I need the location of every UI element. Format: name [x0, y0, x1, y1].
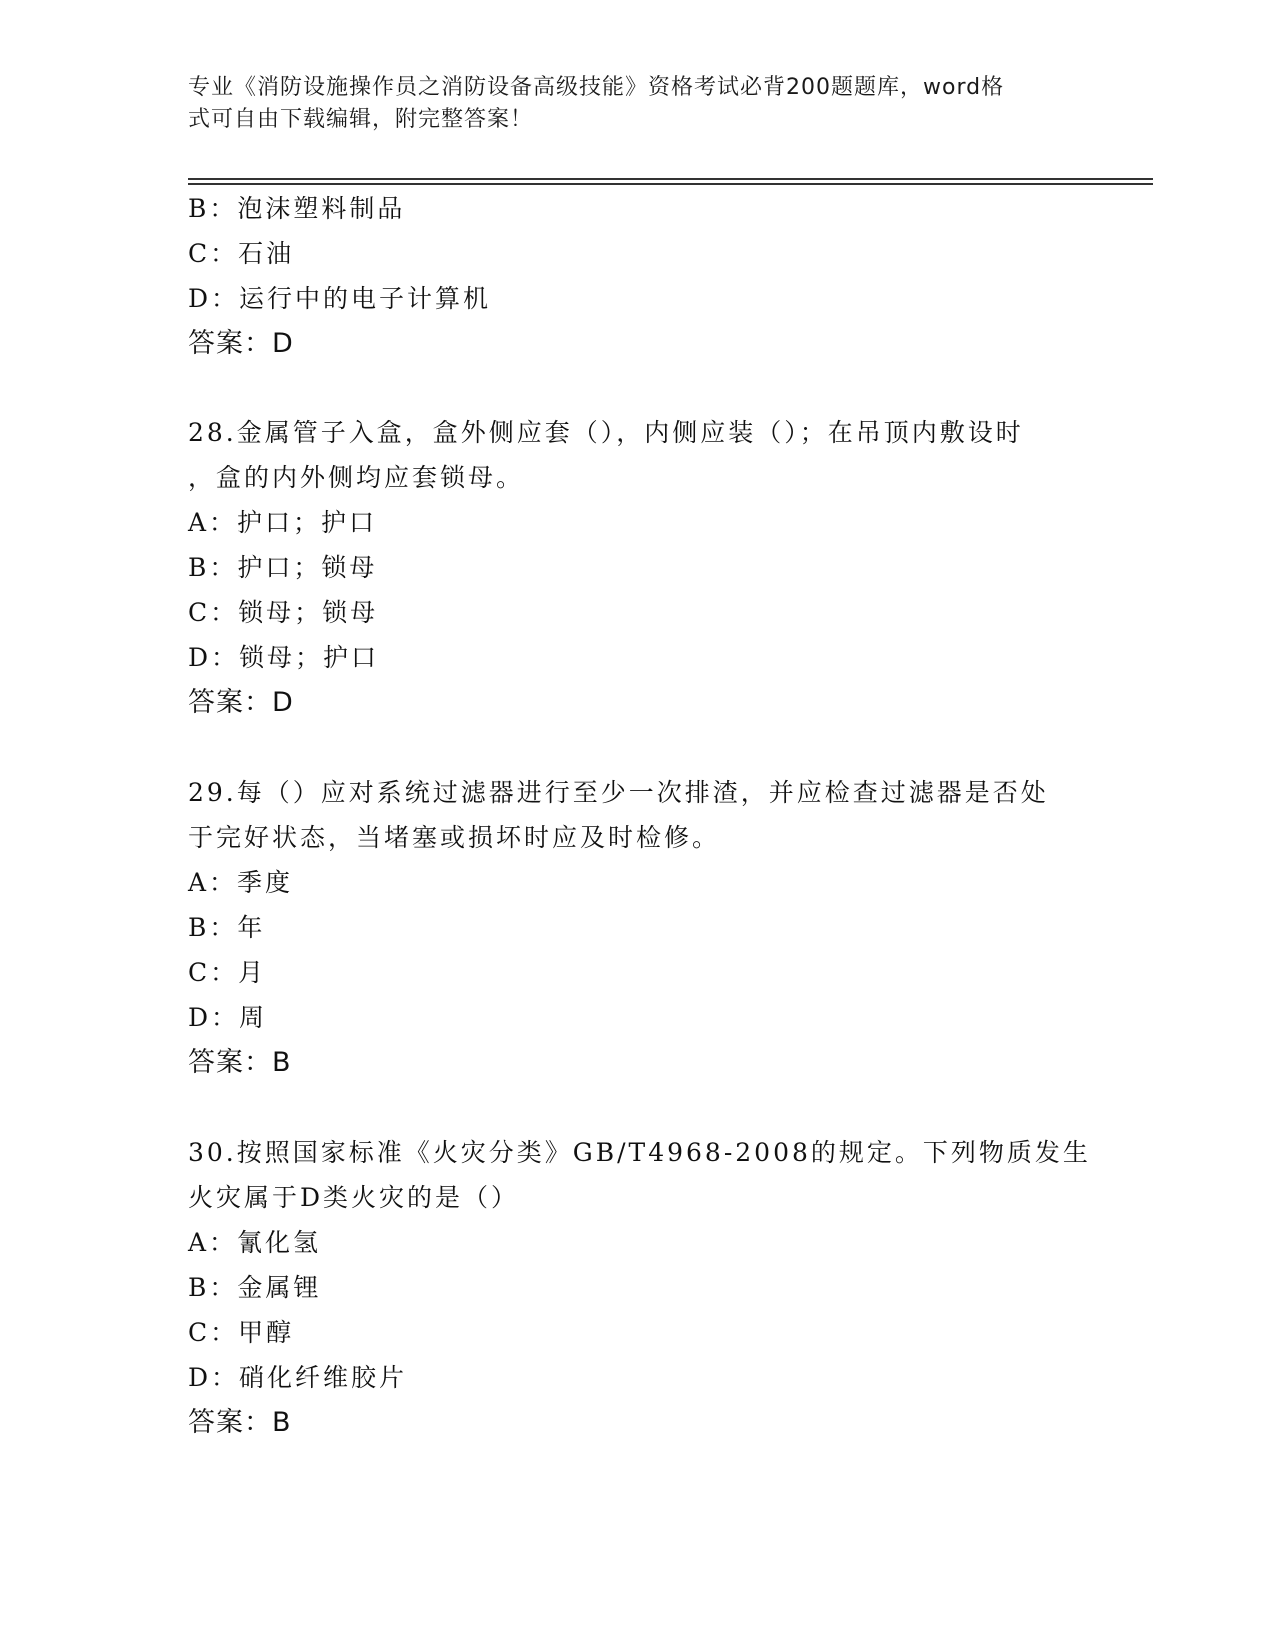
- prev-answer: 答案：D: [188, 328, 294, 359]
- q28-option-c: C：锁母；锁母: [188, 598, 379, 627]
- q29-option-b: B：年: [188, 913, 266, 942]
- q30-option-a: A：氰化氢: [188, 1228, 322, 1257]
- q28-stem-line-1: 28.金属管子入盒，盒外侧应套（），内侧应装（）；在吊顶内敷设时: [188, 418, 1024, 447]
- q30-option-c: C：甲醇: [188, 1318, 295, 1347]
- q30-stem-line-1: 30.按照国家标准《火灾分类》GB/T4968-2008的规定。下列物质发生: [188, 1138, 1091, 1167]
- prev-option-b: B：泡沫塑料制品: [188, 194, 406, 223]
- q28-option-a: A：护口；护口: [188, 508, 378, 537]
- q29-answer: 答案：B: [188, 1047, 292, 1078]
- q30-option-d: D：硝化纤维胶片: [188, 1363, 408, 1392]
- header-line-2: 式可自由下载编辑，附完整答案！: [188, 107, 534, 132]
- q28-option-d: D：锁母；护口: [188, 643, 380, 672]
- q28-stem-line-2: ，盒的内外侧均应套锁母。: [188, 463, 525, 492]
- q29-option-d: D：周: [188, 1003, 268, 1032]
- header-line-1: 专业《消防设施操作员之消防设备高级技能》资格考试必背200题题库，word格: [188, 75, 1005, 100]
- q29-stem-line-2: 于完好状态，当堵塞或损坏时应及时检修。: [188, 823, 721, 852]
- q28-answer: 答案：D: [188, 687, 294, 718]
- q28-option-b: B：护口；锁母: [188, 553, 378, 582]
- prev-option-d: D：运行中的电子计算机: [188, 284, 492, 313]
- q29-stem-line-1: 29.每（）应对系统过滤器进行至少一次排渣，并应检查过滤器是否处: [188, 778, 1049, 807]
- document-header: [188, 72, 1078, 136]
- q29-option-a: A：季度: [188, 868, 294, 897]
- q30-option-b: B：金属锂: [188, 1273, 322, 1302]
- header-divider-top: [188, 178, 1153, 180]
- header-divider-bottom: [188, 183, 1153, 185]
- q30-answer: 答案：B: [188, 1407, 292, 1438]
- q30-stem-line-2: 火灾属于D类火灾的是（）: [188, 1183, 520, 1212]
- prev-option-c: C：石油: [188, 239, 295, 268]
- q29-option-c: C：月: [188, 958, 267, 987]
